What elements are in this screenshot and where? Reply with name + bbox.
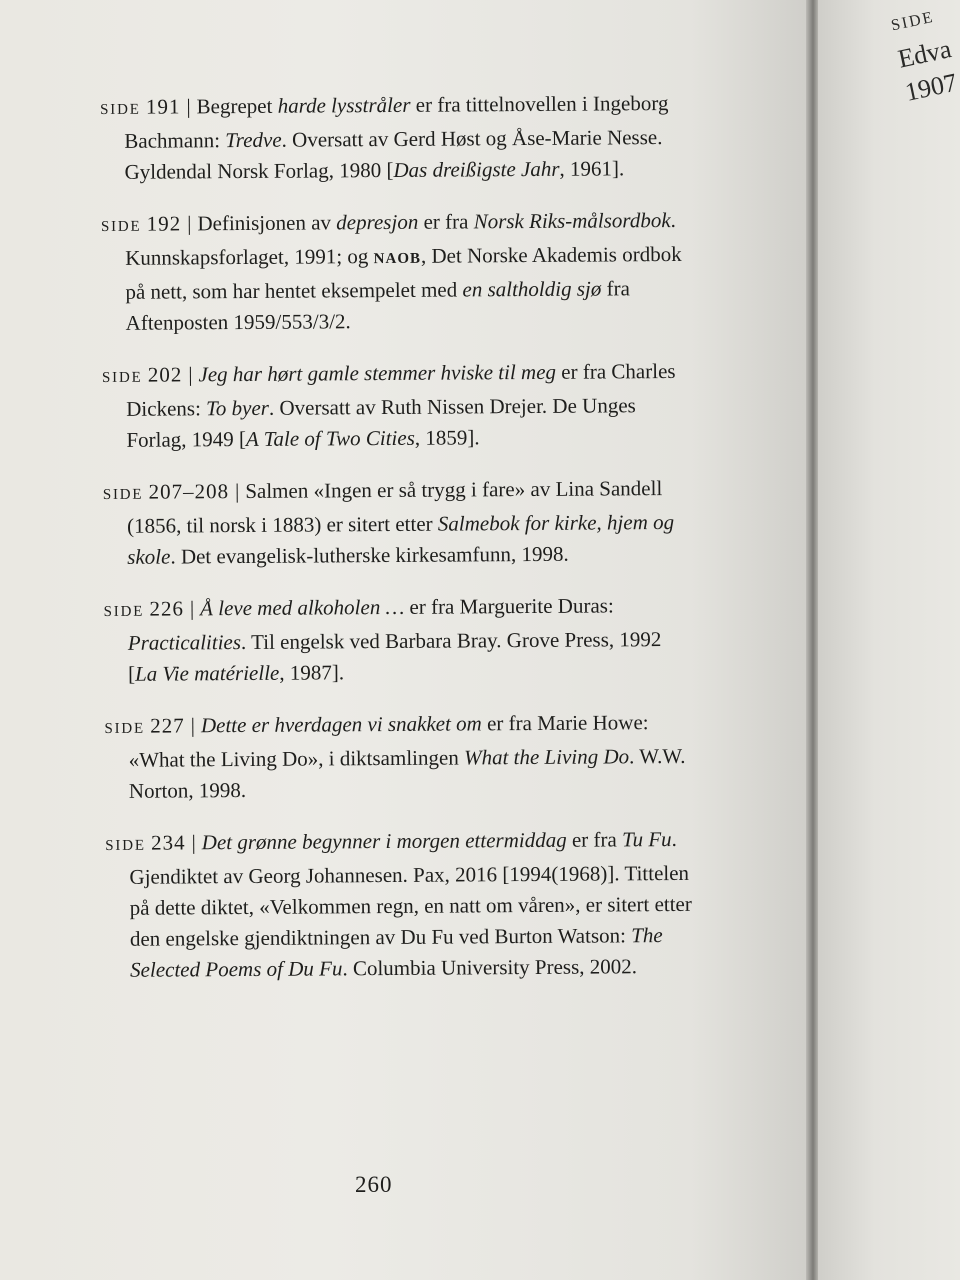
notes-list	[100, 88, 696, 1007]
note-entry	[105, 824, 696, 986]
italic-title: Jeg har hørt gamle stemmer hviske til meg	[198, 359, 557, 387]
italic-title: Salmebok for kirke, hjem og skole	[127, 510, 675, 569]
page-reference: 226	[149, 596, 184, 621]
note-text: . Det evangelisk-lutherske kirkesamfunn, 1998.	[170, 541, 569, 569]
note-text: er fra Charles Dickens:	[126, 358, 676, 421]
note-text: Begrepet	[196, 93, 278, 119]
note-text: , 1961].	[559, 156, 625, 181]
separator: |	[187, 211, 192, 236]
italic-title: Norsk Riks-målsordbok	[473, 208, 671, 234]
italic-title: Practicalities	[127, 630, 242, 655]
note-text: er fra	[418, 209, 474, 234]
italic-title: La Vie matérielle	[134, 660, 280, 686]
italic-title: depresjon	[336, 209, 419, 235]
italic-title: The Selected Poems of Du Fu	[130, 923, 663, 982]
page-reference: 234	[150, 830, 186, 855]
facing-line-2: Edva	[895, 34, 954, 74]
note-text: er fra Marguerite Duras:	[404, 593, 614, 619]
note-text: . Oversatt av Gerd Høst og Åse-Marie Nesse. Gyldendal Norsk Forlag, 1980 [	[124, 125, 663, 184]
note-text: er fra	[566, 827, 623, 852]
side-label: SIDE	[105, 837, 146, 854]
note-entry	[101, 205, 692, 339]
side-label: SIDE	[100, 218, 142, 235]
note-text: . Oversatt av Ruth Nissen Drejer. De Unges Forlag, 1949 [	[126, 393, 636, 452]
note-text: , Det Norske Akademis ordbok på nett, som har hentet eksempelet med	[125, 241, 682, 304]
side-label: SIDE	[101, 369, 143, 386]
italic-title: Das dreißigste Jahr	[393, 156, 560, 182]
italic-title: A Tale of Two Cities	[245, 425, 415, 451]
facing-line-3: 1907	[902, 67, 960, 107]
italic-title: Tu Fu	[621, 827, 672, 852]
page-reference: 191	[145, 94, 181, 119]
italic-title: en saltholdig sjø	[462, 276, 602, 302]
note-text: . W.W. Norton, 1998.	[128, 743, 686, 803]
page-reference: 202	[147, 362, 183, 387]
italic-title: harde lysstråler	[277, 92, 411, 118]
separator: |	[190, 713, 196, 738]
note-entry	[104, 707, 695, 807]
note-text: fra Aftenposten 1959/553/3/2.	[125, 276, 630, 335]
note-text: NAOB	[373, 250, 422, 268]
separator: |	[188, 362, 193, 387]
page-reference: 207–208	[148, 479, 230, 504]
italic-title: Dette er hverdagen vi snakket om	[200, 711, 482, 738]
note-text: , 1859].	[414, 425, 480, 450]
separator: |	[191, 830, 196, 855]
italic-title: What the Living Do	[463, 744, 630, 770]
page-number: 260	[355, 1172, 393, 1197]
page-reference: 192	[146, 211, 182, 236]
side-label: SIDE	[102, 486, 144, 503]
note-text: . Til engelsk ved Barbara Bray. Grove Press, 1992 [	[127, 627, 662, 686]
separator: |	[186, 94, 191, 119]
note-text: . Gjendiktet av Georg Johannesen. Pax, 2016 [1994(1968)]. Tittelen på dette diktet, «Velkommen regn, en natt om våren», er sitert etter den engelske gjendiktningen av Du Fu ved Burton Watson:	[129, 826, 692, 951]
right-page	[818, 0, 960, 1280]
facing-side-label: SIDE	[889, 8, 936, 35]
italic-title: Å leve med alkoholen …	[200, 594, 405, 621]
side-label: SIDE	[104, 720, 146, 737]
separator: |	[235, 479, 240, 504]
italic-title: Tredve	[225, 127, 282, 153]
side-label: SIDE	[100, 101, 141, 118]
note-entry	[104, 590, 695, 690]
note-text: Definisjonen av	[197, 210, 337, 236]
note-entry	[100, 88, 691, 188]
facing-page-text	[888, 0, 960, 110]
italic-title: Det grønne begynner i morgen ettermiddag	[201, 827, 567, 855]
note-text: er fra tittelnovellen i Ingeborg Bachmann:	[124, 91, 669, 153]
note-text: . Kunnskapsforlaget, 1991; og	[125, 207, 676, 270]
separator: |	[189, 596, 195, 621]
page-reference: 227	[150, 713, 185, 738]
note-text: er fra Marie Howe: «What the Living Do», i diktsamlingen	[128, 710, 649, 772]
side-label: SIDE	[103, 603, 145, 620]
note-text: . Columbia University Press, 2002.	[342, 954, 638, 981]
note-entry	[102, 356, 693, 456]
note-entry	[103, 473, 694, 573]
note-text: Salmen «Ingen er så trygg i fare» av Lina Sandell (1856, til norsk i 1883) er sitert etter	[126, 476, 663, 538]
note-text: , 1987].	[279, 660, 345, 685]
italic-title: To byer	[206, 395, 270, 421]
